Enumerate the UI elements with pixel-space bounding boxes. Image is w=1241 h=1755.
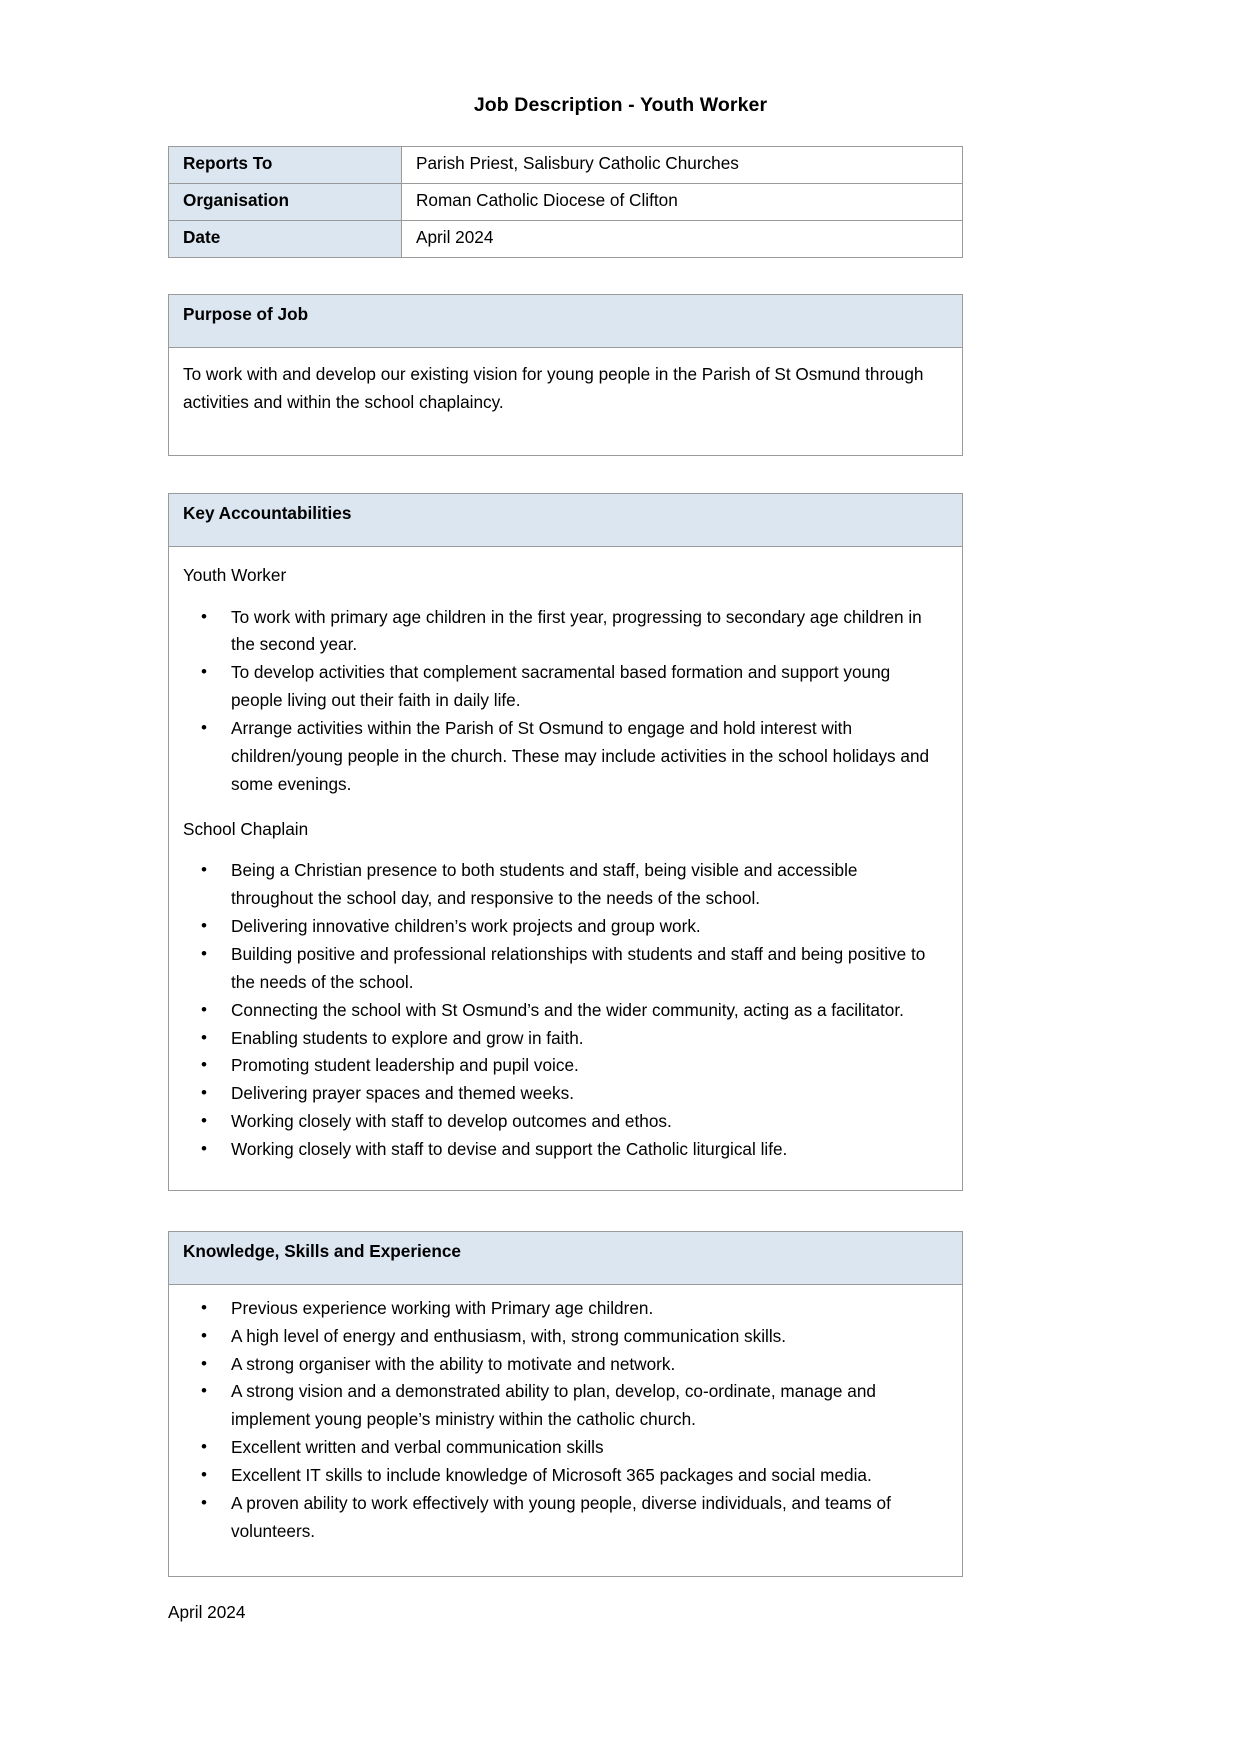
job-info-table [168,146,963,258]
list-item: • Previous experience working with Primary age children. [183,1295,944,1323]
info-label-reports-to: Reports To [169,147,402,184]
info-value-reports-to: Parish Priest, Salisbury Catholic Churches [402,147,963,184]
section-heading-purpose: Purpose of Job [169,295,962,348]
section-heading-knowledge: Knowledge, Skills and Experience [169,1232,962,1285]
spacer [168,456,1081,493]
table-row [169,184,963,221]
list-item: • Excellent IT skills to include knowledge of Microsoft 365 packages and social media. [183,1462,944,1490]
list-item: • Arrange activities within the Parish of St Osmund to engage and hold interest with children/young people in the church. These may include activities in the school holidays and some evenings. [183,715,944,799]
section-key-accountabilities [168,493,963,1191]
list-school-chaplain-duties [183,857,944,1163]
list-item: • Delivering prayer spaces and themed weeks. [183,1080,944,1108]
list-item: • Connecting the school with St Osmund’s and the wider community, acting as a facilitator. [183,997,944,1025]
list-item: • Excellent written and verbal communication skills [183,1434,944,1462]
info-label-date: Date [169,221,402,258]
info-value-organisation: Roman Catholic Diocese of Clifton [402,184,963,221]
spacer [168,1191,1081,1231]
section-purpose-of-job [168,294,963,456]
list-item: • Promoting student leadership and pupil voice. [183,1052,944,1080]
list-item: • Building positive and professional relationships with students and staff and being positive to the needs of the school. [183,941,944,997]
table-row [169,147,963,184]
section-heading-accountabilities: Key Accountabilities [169,494,962,547]
section-body-knowledge [169,1285,962,1576]
section-knowledge-skills-experience [168,1231,963,1577]
section-body-purpose [169,348,962,455]
page-title: Job Description - Youth Worker [473,94,768,116]
list-item: • To work with primary age children in the first year, progressing to secondary age children in the second year. [183,604,944,660]
table-row [169,221,963,258]
list-item: • Enabling students to explore and grow in faith. [183,1025,944,1053]
list-youth-worker-duties [183,604,944,799]
list-item: • To develop activities that complement sacramental based formation and support young people living out their faith in daily life. [183,659,944,715]
list-item: • Working closely with staff to devise and support the Catholic liturgical life. [183,1136,944,1164]
info-value-date: April 2024 [402,221,963,258]
list-item: • A strong vision and a demonstrated ability to plan, develop, co-ordinate, manage and implement young people’s ministry within the catholic church. [183,1378,944,1434]
section-body-accountabilities [169,547,962,1190]
list-item: • Delivering innovative children’s work projects and group work. [183,913,944,941]
footer-date: April 2024 [168,1601,246,1622]
list-item: • A strong organiser with the ability to motivate and network. [183,1351,944,1379]
list-item: • A proven ability to work effectively with young people, diverse individuals, and teams of volunteers. [183,1490,944,1546]
list-item: • Working closely with staff to develop outcomes and ethos. [183,1108,944,1136]
subheading-youth-worker: Youth Worker [183,564,287,585]
list-knowledge-skills [183,1295,944,1546]
subheading-school-chaplain: School Chaplain [183,818,309,839]
spacer [168,258,1081,294]
list-item: • Being a Christian presence to both students and staff, being visible and accessible throughout the school day, and responsive to the needs of the school. [183,857,944,913]
info-label-organisation: Organisation [169,184,402,221]
list-item: • A high level of energy and enthusiasm, with, strong communication skills. [183,1323,944,1351]
purpose-text: To work with and develop our existing vision for young people in the Parish of St Osmund through activities and within the school chaplaincy. [183,364,924,412]
